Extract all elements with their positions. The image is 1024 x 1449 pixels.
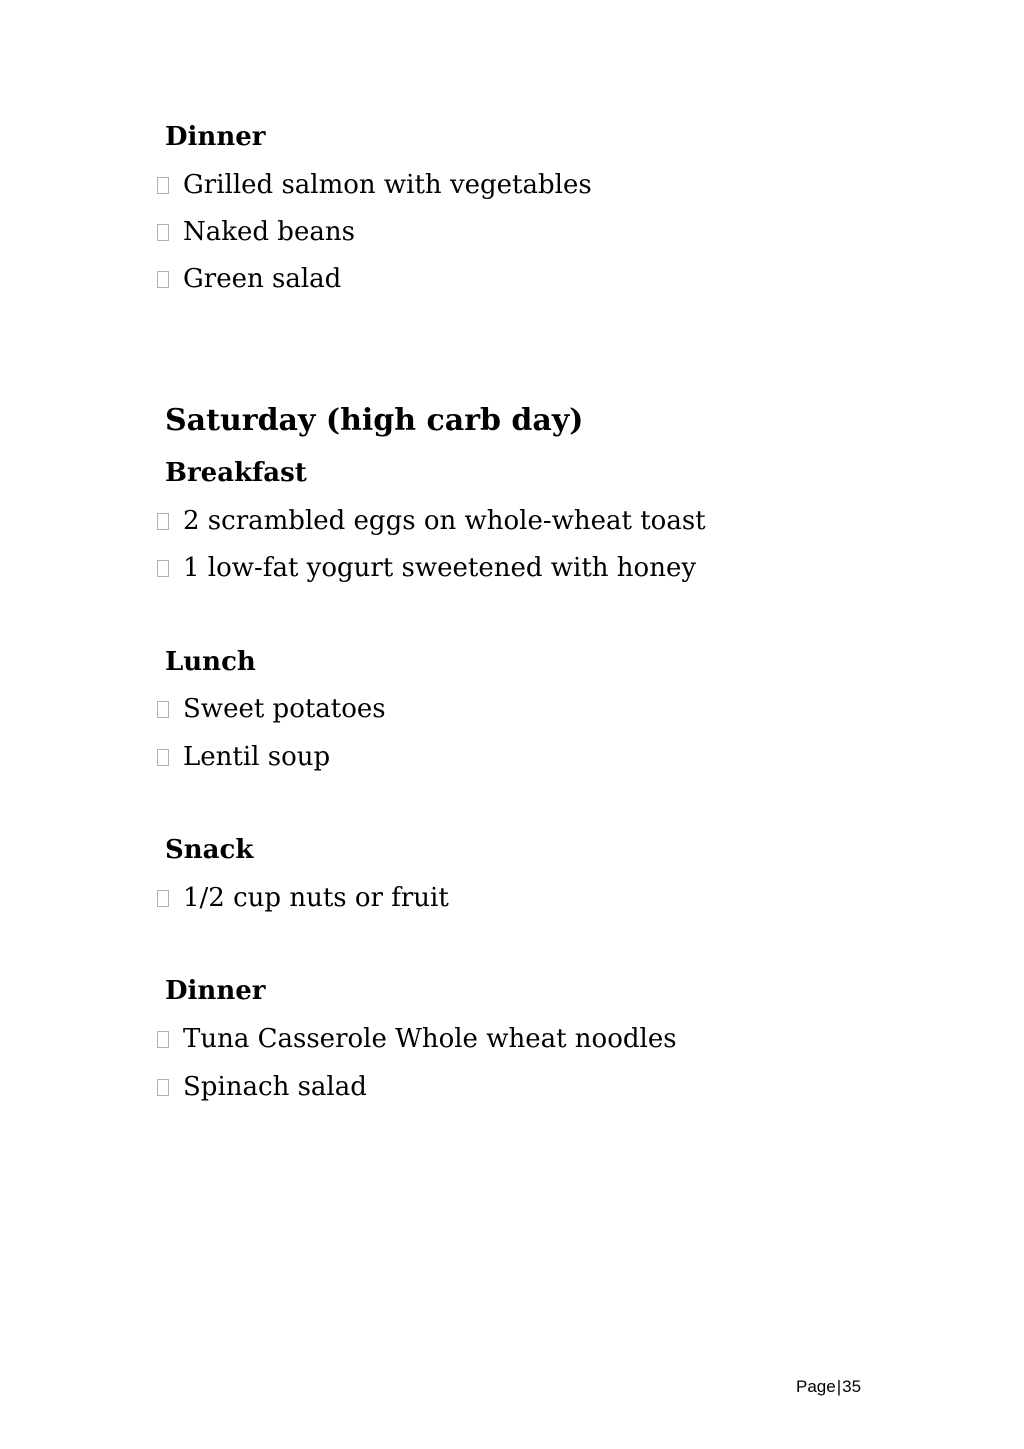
bullet-box-icon [157, 1079, 169, 1096]
list-item [157, 741, 330, 773]
bullet-box-icon [157, 701, 169, 718]
list-item-text: 1/2 cup nuts or fruit [183, 883, 449, 913]
list-item [157, 263, 341, 295]
list-item-text: Lentil soup [183, 742, 331, 772]
list-item-text: Spinach salad [183, 1072, 367, 1102]
bullet-box-icon [157, 224, 169, 241]
breakfast-heading: Breakfast [165, 458, 307, 488]
bullet-box-icon [157, 271, 169, 288]
list-item [157, 1023, 677, 1055]
page-label: Page [796, 1377, 836, 1396]
bullet-box-icon [157, 1031, 169, 1048]
list-item [157, 693, 386, 725]
page-separator: | [836, 1377, 842, 1396]
snack-heading: Snack [165, 835, 254, 865]
bullet-box-icon [157, 890, 169, 907]
lunch-heading: Lunch [165, 647, 256, 677]
bullet-box-icon [157, 560, 169, 577]
list-item-text: 1 low-fat yogurt sweetened with honey [183, 553, 697, 583]
list-item-text: Green salad [183, 264, 342, 294]
list-item-text: Naked beans [183, 217, 355, 247]
page-number: 35 [842, 1377, 862, 1396]
list-item-text: Grilled salmon with vegetables [183, 170, 592, 200]
list-item-text: Tuna Casserole Whole wheat noodles [183, 1024, 677, 1054]
list-item [157, 1071, 367, 1103]
list-item-text: 2 scrambled eggs on whole-wheat toast [183, 506, 706, 536]
dinner-heading: Dinner [165, 122, 266, 152]
list-item [157, 505, 706, 537]
list-item [157, 552, 696, 584]
bullet-box-icon [157, 749, 169, 766]
bullet-box-icon [157, 177, 169, 194]
list-item [157, 216, 355, 248]
page-footer [796, 1376, 861, 1398]
list-item [157, 169, 592, 201]
list-item [157, 882, 449, 914]
dinner-heading: Dinner [165, 976, 266, 1006]
bullet-box-icon [157, 513, 169, 530]
day-heading: Saturday (high carb day) [165, 403, 584, 438]
list-item-text: Sweet potatoes [183, 694, 386, 724]
